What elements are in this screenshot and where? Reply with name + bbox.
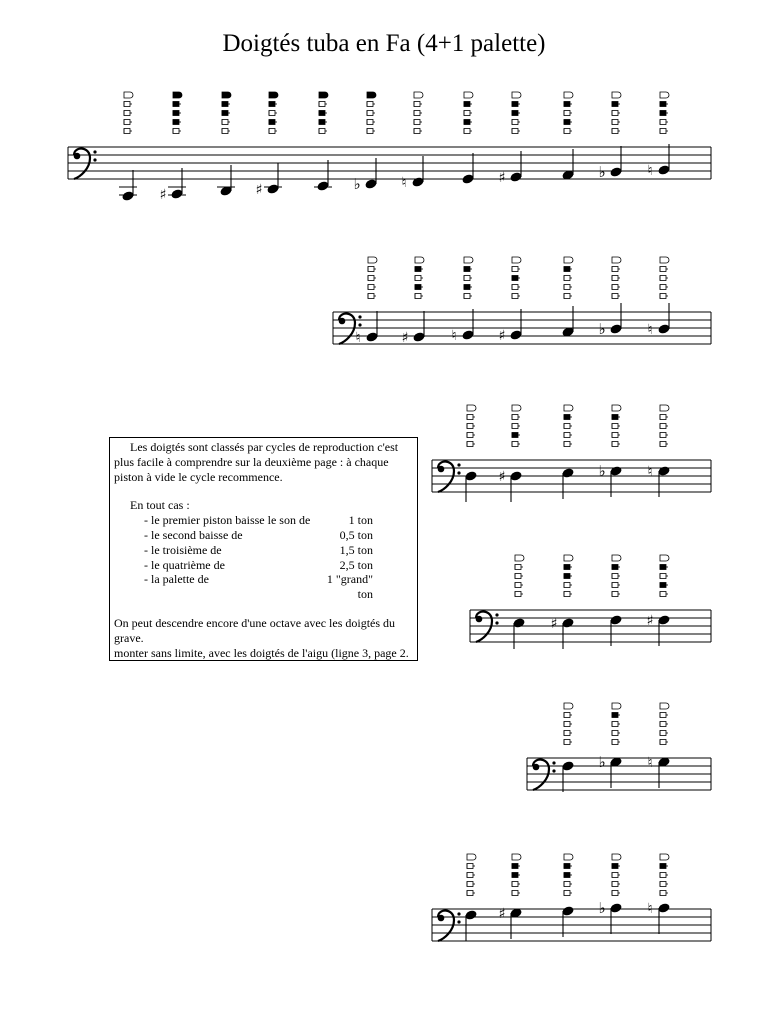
valve-key — [660, 111, 666, 116]
valve-key — [467, 891, 473, 896]
valve-line — [114, 572, 413, 602]
bass-clef-icon — [438, 911, 461, 941]
valve-key — [173, 111, 179, 116]
fingering-diagram — [415, 257, 424, 299]
natural-icon: ♮ — [647, 163, 653, 179]
valve-key — [512, 294, 518, 299]
valve-key — [222, 111, 228, 116]
paddle-key — [124, 92, 133, 98]
valve-key — [564, 433, 570, 438]
valve-key — [222, 129, 228, 134]
paddle-key — [269, 92, 278, 98]
paddle-key — [660, 92, 669, 98]
note — [256, 163, 282, 198]
valve-key — [414, 120, 420, 125]
valve-key — [512, 424, 518, 429]
valve-key — [564, 294, 570, 299]
valve-key — [368, 285, 374, 290]
valve-line — [114, 558, 413, 573]
valve-key — [467, 415, 473, 420]
bass-clef-icon — [74, 149, 97, 179]
valve-key — [515, 592, 521, 597]
valve-key — [612, 731, 618, 736]
paddle-key — [467, 854, 476, 860]
valve-key — [564, 285, 570, 290]
valve-key — [564, 102, 570, 107]
valve-key — [319, 129, 325, 134]
valve-key — [564, 415, 570, 420]
paddle-key — [612, 405, 621, 411]
valve-key — [660, 276, 666, 281]
paddle-key — [512, 257, 521, 263]
fingering-diagram — [467, 854, 476, 896]
note — [551, 616, 575, 649]
natural-icon: ♮ — [647, 755, 653, 771]
natural-icon: ♮ — [401, 175, 407, 191]
flat-icon: ♭ — [353, 175, 361, 193]
note — [561, 760, 574, 792]
paddle-key — [660, 555, 669, 561]
valve-key — [464, 111, 470, 116]
fingering-diagram — [660, 405, 669, 447]
outro-text: On peut descendre encore d'une octave avec les doigtés du grave. — [114, 615, 396, 645]
sharp-icon: ♯ — [401, 330, 409, 346]
fingering-diagram — [512, 92, 521, 134]
paddle-key — [564, 405, 573, 411]
valve-key — [612, 129, 618, 134]
valve-key — [124, 120, 130, 125]
paddle-key — [464, 92, 473, 98]
valve-key — [612, 592, 618, 597]
valve-key — [173, 129, 179, 134]
valve-key — [612, 267, 618, 272]
note — [561, 467, 574, 499]
fingering-diagram — [564, 92, 573, 134]
valve-key — [319, 120, 325, 125]
valve-key — [173, 120, 179, 125]
paddle-key — [564, 555, 573, 561]
valve-key — [269, 129, 275, 134]
fingering-diagram — [564, 555, 573, 597]
paddle-key — [564, 257, 573, 263]
sharp-icon: ♯ — [159, 187, 167, 203]
paddle-key — [564, 703, 573, 709]
valve-key — [612, 120, 618, 125]
valve-key — [564, 424, 570, 429]
valve-key — [515, 565, 521, 570]
note — [314, 160, 332, 192]
valve-key — [612, 111, 618, 116]
valve-key — [660, 574, 666, 579]
natural-icon: ♮ — [355, 330, 361, 346]
paddle-key — [512, 854, 521, 860]
sharp-icon: ♯ — [498, 906, 506, 922]
valve-key — [464, 120, 470, 125]
valve-line-label: - le second baisse de — [144, 527, 243, 542]
note — [512, 617, 525, 649]
valve-key — [660, 740, 666, 745]
note — [464, 470, 477, 502]
valve-key — [612, 882, 618, 887]
flat-icon: ♭ — [598, 320, 606, 338]
valve-key — [564, 592, 570, 597]
valve-key — [467, 442, 473, 447]
fingering-diagram — [222, 92, 231, 134]
note — [119, 170, 137, 202]
page-title: Doigtés tuba en Fa (4+1 palette) — [222, 30, 546, 57]
fingering-diagram — [368, 257, 377, 299]
fingering-diagram — [612, 92, 621, 134]
fingering-diagram — [612, 854, 621, 896]
paddle-key — [612, 854, 621, 860]
fingering-diagram — [124, 92, 133, 134]
fingering-diagram — [612, 703, 621, 745]
valve-key — [612, 891, 618, 896]
valve-key — [660, 713, 666, 718]
paddle-key — [660, 854, 669, 860]
valve-key — [660, 442, 666, 447]
fingering-diagram — [660, 257, 669, 299]
sharp-icon: ♯ — [498, 469, 506, 485]
paddle-key — [319, 92, 328, 98]
valve-key — [512, 129, 518, 134]
valve-key — [660, 891, 666, 896]
valve-key — [512, 111, 518, 116]
valve-key — [564, 873, 570, 878]
valve-key — [564, 891, 570, 896]
valve-key — [612, 433, 618, 438]
valve-key — [612, 574, 618, 579]
valve-key — [512, 120, 518, 125]
valve-key — [512, 267, 518, 272]
valve-key — [368, 276, 374, 281]
note — [609, 614, 622, 646]
sharp-icon: ♯ — [498, 328, 506, 344]
paddle-key — [512, 405, 521, 411]
valve-key — [415, 276, 421, 281]
valve-line-label: - le premier piston baisse le son de — [144, 513, 311, 528]
paddle-key — [414, 92, 423, 98]
valve-key — [660, 294, 666, 299]
valve-line-label: - la palette de — [144, 572, 209, 587]
paddle-key — [660, 257, 669, 263]
valve-key — [660, 285, 666, 290]
valve-key — [612, 873, 618, 878]
flat-icon: ♭ — [598, 753, 606, 771]
paddle-key — [222, 92, 231, 98]
valve-key — [367, 102, 373, 107]
valve-key — [612, 740, 618, 745]
fingering-diagram — [564, 257, 573, 299]
paddle-key — [564, 854, 573, 860]
valve-key — [612, 415, 618, 420]
valve-key — [512, 102, 518, 107]
note — [647, 755, 670, 788]
valve-line — [114, 513, 413, 528]
valve-key — [564, 129, 570, 134]
valve-key — [612, 294, 618, 299]
valve-key — [612, 713, 618, 718]
valve-key — [269, 120, 275, 125]
valve-key — [612, 424, 618, 429]
paddle-key — [173, 92, 182, 98]
fingering-diagram — [464, 257, 473, 299]
valve-line — [114, 528, 413, 543]
staff-system — [68, 92, 711, 203]
valve-key — [612, 565, 618, 570]
valve-key — [660, 424, 666, 429]
fingering-diagram — [564, 405, 573, 447]
valve-key — [222, 120, 228, 125]
valve-key — [467, 864, 473, 869]
paddle-key — [515, 555, 524, 561]
sharp-icon: ♯ — [255, 182, 263, 198]
valve-key — [467, 424, 473, 429]
valve-key — [660, 583, 666, 588]
valve-key — [564, 120, 570, 125]
valve-key — [414, 129, 420, 134]
flat-icon: ♭ — [598, 462, 606, 480]
sharp-icon: ♯ — [498, 170, 506, 186]
valve-key — [660, 864, 666, 869]
paddle-key — [367, 92, 376, 98]
valve-key — [660, 120, 666, 125]
valve-key — [464, 267, 470, 272]
note — [451, 309, 474, 344]
valve-line-value: 1 ton — [348, 513, 373, 528]
valve-key — [173, 102, 179, 107]
valve-key — [467, 433, 473, 438]
bass-clef-icon — [533, 760, 556, 790]
staff-system — [527, 703, 711, 792]
valve-key — [512, 433, 518, 438]
note — [461, 153, 474, 185]
valve-key — [464, 285, 470, 290]
note — [499, 469, 523, 502]
valve-key — [660, 722, 666, 727]
paddle-key — [415, 257, 424, 263]
valve-key — [564, 267, 570, 272]
valve-key — [464, 276, 470, 281]
valve-key — [564, 276, 570, 281]
paddle-key — [660, 405, 669, 411]
fingering-diagram — [564, 703, 573, 745]
paddle-key — [612, 92, 621, 98]
valve-key — [124, 111, 130, 116]
valve-key — [124, 102, 130, 107]
fingering-diagram — [367, 92, 376, 134]
valve-key — [512, 891, 518, 896]
valve-key — [564, 731, 570, 736]
valve-key — [269, 102, 275, 107]
fingering-diagram — [319, 92, 328, 134]
natural-icon: ♮ — [647, 464, 653, 480]
valve-line-value: 0,5 ton — [339, 527, 373, 542]
natural-icon: ♮ — [451, 328, 457, 344]
note — [561, 905, 574, 937]
staff-system — [432, 405, 711, 502]
valve-key — [467, 873, 473, 878]
valve-key — [564, 740, 570, 745]
fingering-diagram — [564, 854, 573, 896]
fingering-diagram — [612, 555, 621, 597]
valve-key — [660, 102, 666, 107]
paddle-key — [612, 555, 621, 561]
valve-key — [660, 731, 666, 736]
fingering-diagram — [612, 405, 621, 447]
note — [561, 306, 574, 338]
valve-key — [512, 873, 518, 878]
paddle-key — [564, 92, 573, 98]
valve-key — [367, 129, 373, 134]
valve-key — [660, 129, 666, 134]
valve-key — [414, 102, 420, 107]
valve-key — [612, 442, 618, 447]
note — [499, 151, 523, 186]
valve-key — [612, 285, 618, 290]
outro-text: monter sans limite, avec les doigtés de l'aigu (ligne 3, page 2. — [114, 645, 409, 660]
intro-text: Les doigtés sont classés par cycles de reproduction c'est plus facile à comprendre sur la deuxième page : à chaque piston à vide le cycle recommence. — [114, 440, 399, 484]
valve-key — [564, 713, 570, 718]
valve-key — [319, 102, 325, 107]
natural-icon: ♮ — [647, 901, 653, 917]
valve-key — [512, 415, 518, 420]
paddle-key — [612, 257, 621, 263]
valve-key — [367, 120, 373, 125]
valve-key — [512, 276, 518, 281]
valve-key — [564, 864, 570, 869]
valve-key — [368, 267, 374, 272]
fingering-diagram — [660, 703, 669, 745]
valve-key — [512, 864, 518, 869]
valve-key — [612, 583, 618, 588]
staff-system — [470, 555, 711, 649]
valve-key — [415, 267, 421, 272]
valve-key — [564, 442, 570, 447]
valve-key — [464, 102, 470, 107]
natural-icon: ♮ — [647, 322, 653, 338]
note — [160, 168, 186, 203]
bass-clef-icon — [438, 462, 461, 492]
note — [217, 165, 235, 197]
sharp-icon: ♯ — [646, 613, 654, 629]
staff-system — [333, 257, 711, 346]
valve-key — [512, 442, 518, 447]
sharp-icon: ♯ — [550, 616, 558, 632]
valve-key — [515, 583, 521, 588]
valve-key — [564, 565, 570, 570]
fingering-diagram — [660, 854, 669, 896]
paddle-key — [467, 405, 476, 411]
paddle-key — [660, 703, 669, 709]
fingering-diagram — [512, 257, 521, 299]
valve-key — [612, 276, 618, 281]
valve-line-label: - le troisième de — [144, 542, 222, 557]
note — [561, 149, 574, 181]
valve-key — [660, 433, 666, 438]
note — [499, 309, 523, 344]
fingering-diagram — [464, 92, 473, 134]
flat-icon: ♭ — [598, 899, 606, 917]
fingering-diagram — [660, 92, 669, 134]
valve-key — [415, 294, 421, 299]
valve-key — [368, 294, 374, 299]
valve-key — [660, 415, 666, 420]
valve-key — [612, 102, 618, 107]
fingering-diagram — [173, 92, 182, 134]
fingering-diagram — [515, 555, 524, 597]
note — [401, 156, 424, 191]
valve-key — [367, 111, 373, 116]
valve-line — [114, 543, 413, 558]
valve-line-label: - le quatrième de — [144, 557, 225, 572]
valve-key — [269, 111, 275, 116]
valve-key — [660, 565, 666, 570]
fingering-diagram — [612, 257, 621, 299]
valve-key — [660, 882, 666, 887]
valve-key — [124, 129, 130, 134]
valve-key — [660, 592, 666, 597]
paddle-key — [464, 257, 473, 263]
valve-key — [612, 722, 618, 727]
fingering-diagram — [660, 555, 669, 597]
note — [499, 906, 523, 939]
valve-key — [512, 285, 518, 290]
case-title: En tout cas : — [130, 498, 190, 513]
paddle-key — [368, 257, 377, 263]
valve-key — [564, 583, 570, 588]
fingering-diagram — [512, 405, 521, 447]
explanation-box — [109, 437, 418, 661]
paddle-key — [512, 92, 521, 98]
fingering-diagram — [512, 854, 521, 896]
valve-key — [464, 129, 470, 134]
valve-key — [464, 294, 470, 299]
note — [647, 144, 670, 179]
fingering-diagram — [414, 92, 423, 134]
fingering-diagram — [269, 92, 278, 134]
valve-key — [512, 882, 518, 887]
flat-icon: ♭ — [598, 163, 606, 181]
fingering-diagram — [467, 405, 476, 447]
valve-key — [467, 882, 473, 887]
valve-key — [564, 111, 570, 116]
valve-key — [319, 111, 325, 116]
valve-key — [612, 864, 618, 869]
valve-key — [415, 285, 421, 290]
valve-line-value: 1 "grand" ton — [326, 572, 373, 602]
valve-key — [660, 873, 666, 878]
valve-line-value: 2,5 ton — [339, 557, 373, 572]
valve-key — [515, 574, 521, 579]
valve-line-value: 1,5 ton — [339, 542, 373, 557]
valve-key — [564, 574, 570, 579]
bass-clef-icon — [476, 612, 499, 642]
valve-key — [414, 111, 420, 116]
paddle-key — [612, 703, 621, 709]
valve-key — [222, 102, 228, 107]
valve-key — [564, 722, 570, 727]
staff-system — [432, 854, 711, 941]
valve-key — [660, 267, 666, 272]
valve-key — [564, 882, 570, 887]
